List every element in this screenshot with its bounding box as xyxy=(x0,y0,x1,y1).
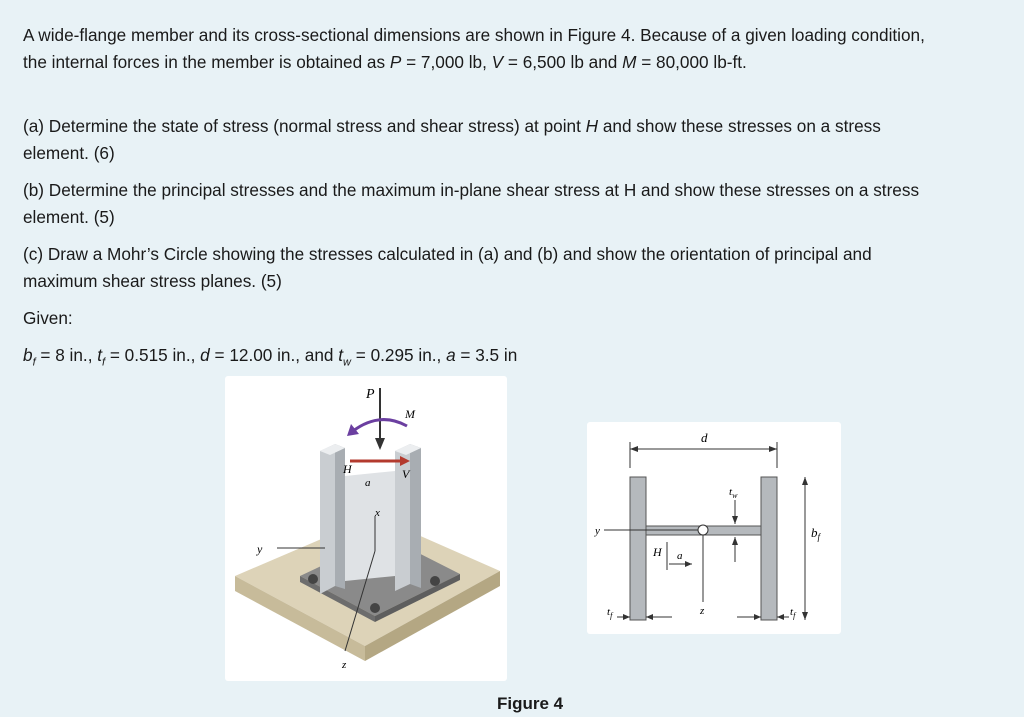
label-x: x xyxy=(375,507,380,519)
label-V: V xyxy=(402,467,410,481)
label-tf-left: $t_f$ xyxy=(607,606,613,620)
label-a-section: a xyxy=(677,550,683,562)
intro-line-2: the internal forces in the member is obtained as P = 7,000 lb, V = 6,500 lb and M = 80,000 lb-ft. xyxy=(23,52,747,72)
label-d: d xyxy=(701,430,708,445)
figure-3d-member xyxy=(225,376,507,681)
label-tw: $t_w$ xyxy=(729,486,738,500)
label-y-section: y xyxy=(595,525,600,537)
part-b: (b) Determine the principal stresses and the maximum in-plane shear stress at H and show these stresses on a stress element. (5) xyxy=(23,180,920,227)
given-label: Given: xyxy=(23,308,73,328)
label-z-section: z xyxy=(700,605,705,617)
label-z: z xyxy=(342,659,347,671)
label-P: P xyxy=(366,387,375,402)
label-a: a xyxy=(365,477,371,489)
figure-caption: Figure 4 xyxy=(497,694,564,713)
given-values: $b_f = 8$ in., $t_f = 0.515$ in., d = 12.00 in., and $t_w = 0.295$ in., a = 3.5 in xyxy=(23,345,518,369)
part-a: (a) Determine the state of stress (normal stress and shear stress) at point H and show these stresses on a stress element. (6) xyxy=(23,116,881,163)
part-c: (c) Draw a Mohr’s Circle showing the stresses calculated in (a) and (b) and show the orientation of principal and maximum shear stress planes. (5) xyxy=(23,244,872,291)
label-y: y xyxy=(257,542,263,556)
label-tf-right: $t_f$ xyxy=(790,606,796,620)
label-H: H xyxy=(343,462,352,476)
label-bf: $b_f$ xyxy=(811,525,821,542)
label-H-section: H xyxy=(653,545,662,559)
label-M: M xyxy=(405,407,415,421)
figure-cross-section xyxy=(587,422,841,634)
intro-line-1: A wide-flange member and its cross-sectional dimensions are shown in Figure 4. Because of a given loading condition, xyxy=(23,25,925,45)
